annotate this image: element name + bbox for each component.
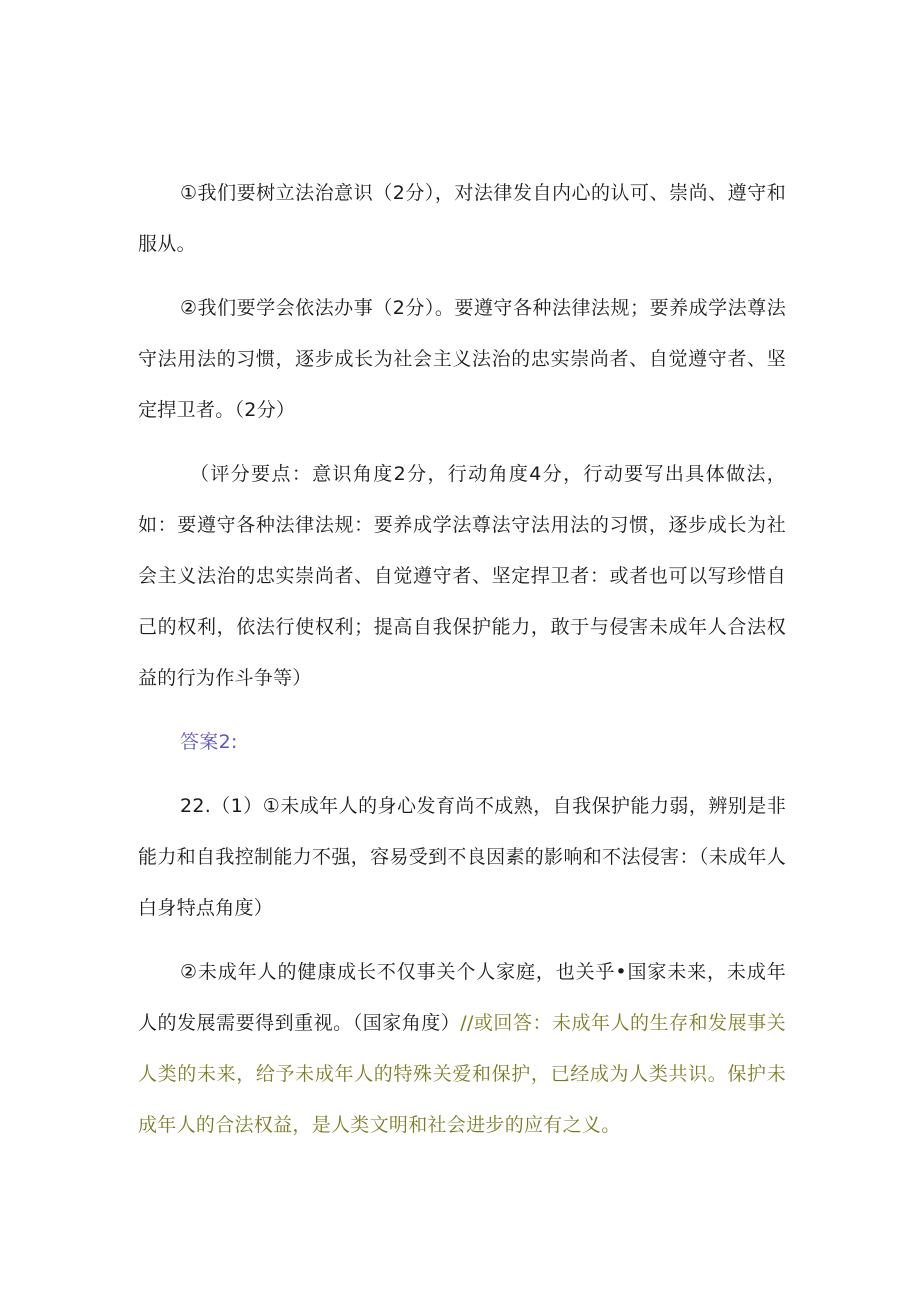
paragraph-national-perspective [138, 947, 786, 1151]
national-perspective-text: ②未成年人的健康成长不仅事关个人家庭，也关乎•国家未来，未成年人的发展需要得到重视。（国家角度） [138, 961, 786, 1034]
paragraph-question-22-1: 22.（1）①未成年人的身心发育尚不成熟，自我保护能力弱，辨别是非能力和自我控制能力不强，容易受到不良因素的影响和不法侵害：（未成年人白身特点角度） [138, 795, 786, 919]
paragraph-act-according-to-law: ②我们要学会依法办事（2分）。要遵守各种法律法规；要养成学法尊法守法用法的习惯，逐步成长为社会主义法治的忠实崇尚者、自觉遵守者、坚定捍卫者。（2分） [138, 297, 786, 421]
alternative-answer-text: //或回答：未成年人的生存和发展事关人类的未来，给予未成年人的特殊关爱和保护，已经成为人类共识。保护未成年人的合法权益，是人类文明和社会进步的应有之义。 [138, 1012, 786, 1136]
document-body [138, 168, 786, 1164]
answer-2-heading [138, 717, 786, 768]
paragraph-rule-of-law-awareness: ①我们要树立法治意识（2分），对法律发自内心的认可、崇尚、遵守和服从。 [138, 182, 786, 255]
answer-label: 答案2: [180, 731, 238, 753]
paragraph-scoring-points: （评分要点：意识角度2分，行动角度4分，行动要写出具体做法，如：要遵守各种法律法规：要养成学法尊法守法用法的习惯，逐步成长为社会主义法治的忠实崇尚者、自觉遵守者、坚定捍卫者：或者也可以写珍惜自己的权利，依法行使权利；提高自我保护能力，敢于与侵害未成年人合法权益的行为作斗争等） [138, 463, 786, 689]
